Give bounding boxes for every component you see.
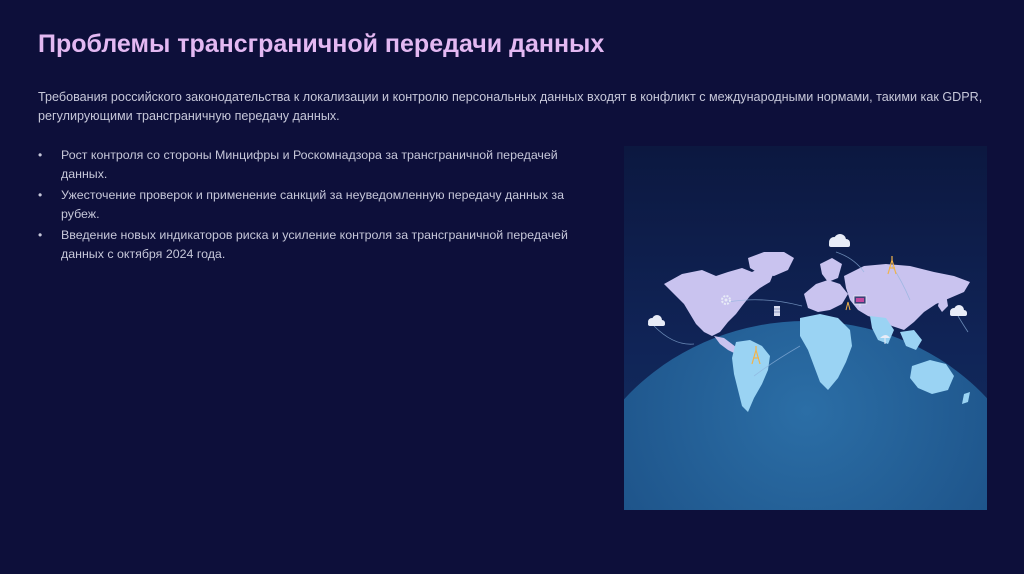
page-title: Проблемы трансграничной передачи данных (38, 30, 605, 58)
cloud-icon (950, 305, 967, 316)
world-map-svg (624, 146, 987, 510)
server-icon (774, 306, 780, 316)
list-item (38, 186, 598, 224)
bullet-dot: • (38, 148, 43, 162)
list-item (38, 226, 598, 264)
continent-scandinavia (820, 258, 842, 282)
intro-paragraph: Требования российского законодательства к локализации и контролю персональных данных входят в конфликт с международными нормами, такими как GDPR, регулирующими трансграничную передачу данных. (38, 90, 983, 123)
bullet-text: Ужесточение проверок и применение санкций за неуведомленную передачу данных за рубеж. (61, 188, 564, 221)
continent-europe (804, 280, 848, 312)
bullet-text: Рост контроля со стороны Минцифры и Роскомнадзора за трансграничной передачей данных. (61, 148, 558, 181)
globe-shape (624, 321, 987, 510)
antenna-tower-icon (846, 302, 850, 310)
world-map-illustration (624, 146, 987, 510)
cloud-icon (648, 315, 665, 326)
continent-north-america (664, 266, 774, 336)
bullet-dot: • (38, 228, 43, 242)
cloud-icon (829, 234, 850, 247)
bullet-dot: • (38, 188, 43, 202)
bullet-text: Введение новых индикаторов риска и усиление контроля за трансграничной передачей данных с октября 2024 года. (61, 228, 568, 261)
list-item (38, 146, 598, 184)
bullet-list (38, 146, 598, 266)
